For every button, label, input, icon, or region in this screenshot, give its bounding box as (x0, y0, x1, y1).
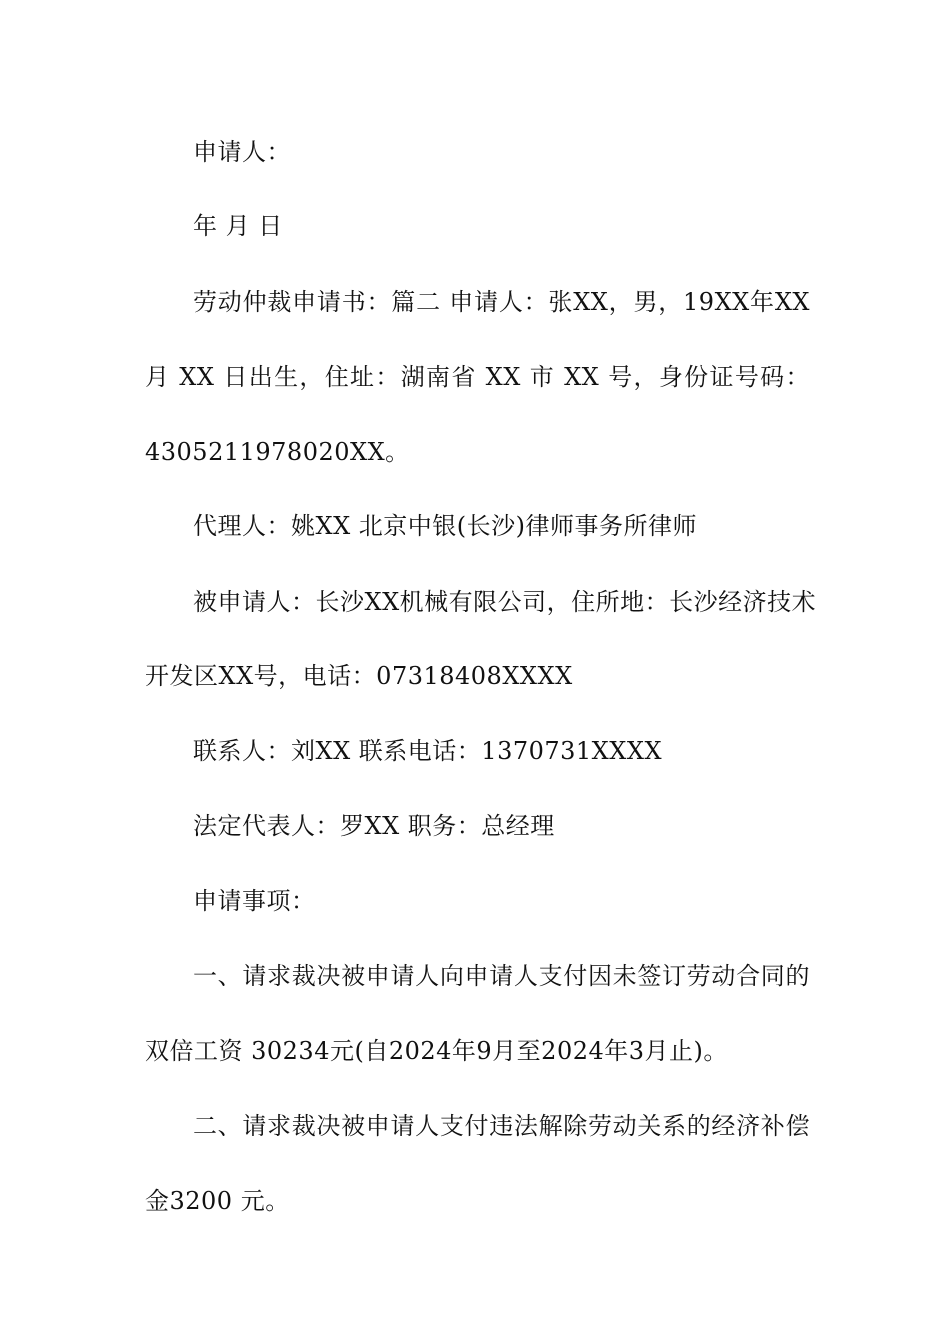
legal-representative: 法定代表人：罗XX 职务：总经理 (193, 812, 555, 840)
applicant-signature-label: 申请人： (193, 138, 291, 166)
applicant-id-number: 4305211978020XX。 (145, 438, 410, 466)
request-items-heading: 申请事项： (193, 887, 316, 915)
respondent-address-phone: 开发区XX号，电话：07318408XXXX (145, 662, 573, 690)
request-item-1: 一、请求裁决被申请人向申请人支付因未签订劳动合同的 (193, 962, 810, 990)
agent-info: 代理人：姚XX 北京中银(长沙)律师事务所律师 (193, 512, 698, 540)
respondent-info: 被申请人：长沙XX机械有限公司，住所地：长沙经济技术 (193, 588, 817, 616)
request-item-2-continued: 金3200 元。 (145, 1187, 290, 1215)
applicant-birth-address: 月 XX 日出生，住址：湖南省 XX 市 XX 号，身份证号码： (145, 363, 810, 391)
date-placeholder: 年 月 日 (193, 212, 283, 240)
request-item-1-continued: 双倍工资 30234元(自2024年9月至2024年3月止)。 (145, 1037, 728, 1065)
contact-person: 联系人：刘XX 联系电话：1370731XXXX (193, 737, 663, 765)
section-title-applicant: 劳动仲裁申请书：篇二 申请人：张XX，男，19XX年XX (193, 288, 810, 316)
request-item-2: 二、请求裁决被申请人支付违法解除劳动关系的经济补偿 (193, 1112, 810, 1140)
